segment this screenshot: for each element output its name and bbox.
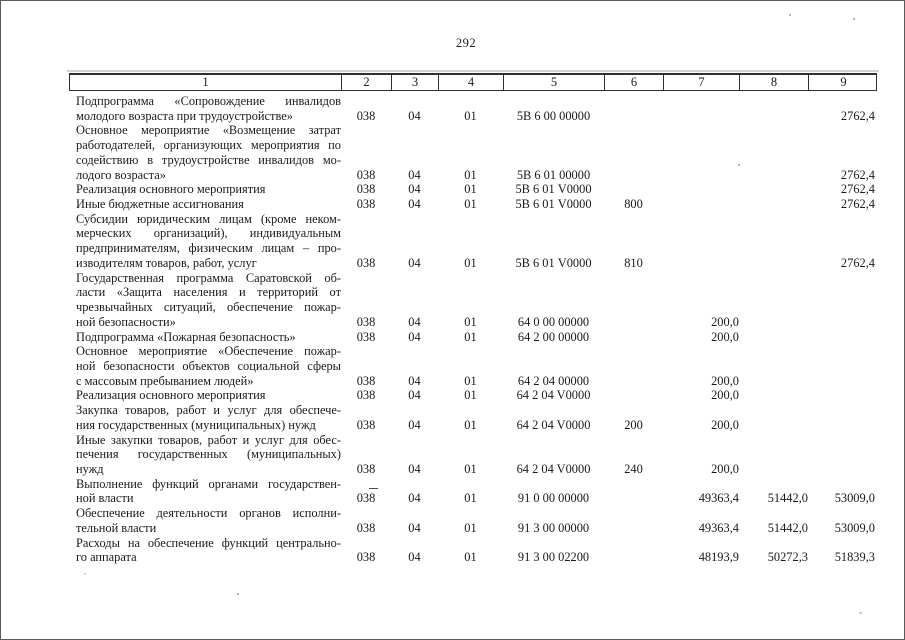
row-title-line: печения государственных (муниципальных) xyxy=(76,447,341,462)
cell-col-4: 01 xyxy=(464,108,477,123)
row-title-line: работодателей, организующих мероприятия по xyxy=(76,138,341,153)
cell-col-9: 2762,4 xyxy=(840,167,875,182)
row-title xyxy=(69,344,341,388)
cell-col-4: 01 xyxy=(464,255,477,270)
scan-speck xyxy=(853,18,855,20)
cell-col-3: 04 xyxy=(408,491,421,506)
cell-col-4: 01 xyxy=(464,417,477,432)
cell-col-5: 5В 6 01 V0000 xyxy=(515,197,592,212)
cell-col-3: 04 xyxy=(408,520,421,535)
cell-col-5: 5В 6 01 V0000 xyxy=(515,255,592,270)
cell-col-9: 2762,4 xyxy=(840,197,875,212)
cell-col-2: 038 xyxy=(356,550,376,565)
cell-col-3: 04 xyxy=(408,329,421,344)
row-title-line: Закупка товаров, работ и услуг для обеспече- xyxy=(76,403,341,418)
cell-col-4: 01 xyxy=(464,182,477,197)
cell-col-3: 04 xyxy=(408,417,421,432)
cell-col-2: 038 xyxy=(356,417,376,432)
cell-col-8: 51442,0 xyxy=(767,491,808,506)
row-title-line: Обеспечение деятельности органов исполни- xyxy=(76,506,341,521)
cell-col-3: 04 xyxy=(408,255,421,270)
cell-col-7: 200,0 xyxy=(711,461,739,476)
scan-speck xyxy=(84,573,86,575)
table-row xyxy=(69,403,877,432)
row-title xyxy=(69,403,341,432)
row-title-line: Основное мероприятие «Возмещение затрат xyxy=(76,123,341,138)
table-row xyxy=(69,94,877,123)
cell-col-3: 04 xyxy=(408,314,421,329)
row-title xyxy=(69,94,341,123)
cell-col-4: 01 xyxy=(464,167,477,182)
scan-smudge xyxy=(67,70,879,72)
scan-speck xyxy=(738,164,740,166)
cell-col-5: 5В 6 00 00000 xyxy=(516,108,591,123)
cell-col-7: 49363,4 xyxy=(698,491,739,506)
header-col-1: 1 xyxy=(70,75,342,90)
cell-col-9: 2762,4 xyxy=(840,108,875,123)
cell-col-5: 64 2 00 00000 xyxy=(517,329,590,344)
table-row xyxy=(69,506,877,535)
row-title xyxy=(69,388,341,403)
header-col-6: 6 xyxy=(605,75,664,90)
table-row xyxy=(69,271,877,330)
cell-col-5: 64 2 04 V0000 xyxy=(516,388,591,403)
cell-col-7: 200,0 xyxy=(711,388,739,403)
cell-col-9: 53009,0 xyxy=(834,491,875,506)
row-title-line: ния государственных (муниципальных) нужд xyxy=(76,417,316,432)
row-title-line: ной безопасности» xyxy=(76,314,176,329)
row-title-line: лодого возраста» xyxy=(76,167,166,182)
cell-col-3: 04 xyxy=(408,388,421,403)
scan-speck xyxy=(859,612,862,614)
cell-col-2: 038 xyxy=(356,461,376,476)
table-row xyxy=(69,182,877,197)
row-title-line: нужд xyxy=(76,461,104,476)
cell-col-2: 038 xyxy=(356,108,376,123)
cell-col-4: 01 xyxy=(464,388,477,403)
cell-col-2: 038 xyxy=(356,314,376,329)
row-title xyxy=(69,433,341,477)
cell-col-5: 91 3 00 02200 xyxy=(517,550,590,565)
cell-col-4: 01 xyxy=(464,373,477,388)
row-title-line: Основное мероприятие «Обеспечение пожар- xyxy=(76,344,341,359)
header-col-9: 9 xyxy=(840,75,847,89)
scan-speck xyxy=(237,593,239,595)
cell-col-5: 64 2 04 V0000 xyxy=(516,417,591,432)
cell-col-2: 038 xyxy=(356,197,376,212)
scan-speck xyxy=(789,14,791,16)
cell-col-6: 810 xyxy=(624,255,643,270)
row-title xyxy=(69,197,341,212)
cell-col-4: 01 xyxy=(464,550,477,565)
cell-col-5: 64 0 00 00000 xyxy=(517,314,590,329)
row-title-line: Иные бюджетные ассигнования xyxy=(76,197,244,212)
cell-col-2: 038 xyxy=(356,373,376,388)
cell-col-2: 038 xyxy=(356,182,376,197)
row-title xyxy=(69,212,341,271)
row-title xyxy=(69,506,341,535)
cell-col-5: 64 2 04 00000 xyxy=(517,373,590,388)
header-col-2: 2 xyxy=(342,75,392,90)
row-title xyxy=(69,477,341,506)
row-title-line: мерческих организаций), индивидуальным xyxy=(76,226,341,241)
row-title xyxy=(69,182,341,197)
cell-col-5: 91 0 00 00000 xyxy=(517,491,590,506)
row-title-line: Иные закупки товаров, работ и услуг для обес- xyxy=(76,432,341,447)
cell-col-8: 51442,0 xyxy=(767,520,808,535)
cell-col-2: 038 xyxy=(356,329,376,344)
row-title-line: го аппарата xyxy=(76,550,137,565)
row-title xyxy=(69,330,341,345)
cell-col-5: 5В 6 01 V0000 xyxy=(515,182,592,197)
row-title-line: предпринимателям, физическим лицам – про- xyxy=(76,241,341,256)
page-number: 292 xyxy=(455,36,477,50)
cell-col-3: 04 xyxy=(408,550,421,565)
row-title-line: чрезвычайных ситуаций, обеспечение пожар- xyxy=(76,300,341,315)
cell-col-9: 51839,3 xyxy=(834,550,875,565)
row-title-line: Реализация основного мероприятия xyxy=(76,182,266,197)
table-row xyxy=(69,536,877,565)
table-row xyxy=(69,197,877,212)
budget-table xyxy=(69,73,877,565)
table-header-row xyxy=(69,73,877,91)
table-body xyxy=(69,94,877,565)
cell-col-4: 01 xyxy=(464,197,477,212)
cell-col-5: 64 2 04 V0000 xyxy=(516,461,591,476)
cell-col-2: 038 xyxy=(356,388,376,403)
row-title-line: Подпрограмма «Сопровождение инвалидов xyxy=(76,94,341,108)
table-row xyxy=(69,477,877,506)
header-col-5: 5 xyxy=(504,75,605,90)
cell-col-6: 200 xyxy=(624,417,643,432)
row-title xyxy=(69,123,341,182)
cell-col-6: 240 xyxy=(624,461,643,476)
row-title-line: тельной власти xyxy=(76,520,157,535)
cell-col-6: 800 xyxy=(624,197,643,212)
row-title xyxy=(69,271,341,330)
row-title-line: ласти «Защита населения и территорий от xyxy=(76,285,341,300)
row-title-line: изводителям товаров, работ, услуг xyxy=(76,255,257,270)
cell-col-4: 01 xyxy=(464,329,477,344)
cell-col-8: 50272,3 xyxy=(767,550,808,565)
row-title-line: ной безопасности объектов социальной сферы xyxy=(76,358,341,373)
cell-col-3: 04 xyxy=(408,373,421,388)
header-col-3: 3 xyxy=(392,75,439,90)
cell-col-2: 038 xyxy=(356,255,376,270)
cell-col-3: 04 xyxy=(408,182,421,197)
cell-col-2: 038 xyxy=(356,491,376,506)
row-title xyxy=(69,536,341,565)
row-title-line: Расходы на обеспечение функций центрально- xyxy=(76,535,341,550)
scan-artifact-overline xyxy=(369,488,378,489)
row-title-line: ной власти xyxy=(76,491,134,506)
cell-col-5: 91 3 00 00000 xyxy=(517,520,590,535)
cell-col-4: 01 xyxy=(464,314,477,329)
cell-col-9: 53009,0 xyxy=(834,520,875,535)
cell-col-7: 200,0 xyxy=(711,314,739,329)
header-col-8: 8 xyxy=(740,75,809,90)
cell-col-3: 04 xyxy=(408,167,421,182)
header-col-4: 4 xyxy=(439,75,504,90)
cell-col-4: 01 xyxy=(464,520,477,535)
cell-col-5: 5В 6 01 00000 xyxy=(516,167,591,182)
row-title-line: с массовым пребыванием людей» xyxy=(76,373,254,388)
header-col-7: 7 xyxy=(664,75,740,90)
row-title-line: Реализация основного мероприятия xyxy=(76,388,266,403)
table-row xyxy=(69,433,877,477)
table-row xyxy=(69,123,877,182)
cell-col-7: 200,0 xyxy=(711,373,739,388)
row-title-line: молодого возраста при трудоустройстве» xyxy=(76,108,293,123)
cell-col-7: 49363,4 xyxy=(698,520,739,535)
cell-col-3: 04 xyxy=(408,461,421,476)
row-title-line: Подпрограмма «Пожарная безопасность» xyxy=(76,329,296,344)
cell-col-2: 038 xyxy=(356,167,376,182)
table-row xyxy=(69,330,877,345)
cell-col-4: 01 xyxy=(464,491,477,506)
cell-col-9: 2762,4 xyxy=(840,182,875,197)
row-title-line: Выполнение функций органами государствен- xyxy=(76,476,341,491)
cell-col-7: 48193,9 xyxy=(698,550,739,565)
table-row xyxy=(69,344,877,388)
table-row xyxy=(69,212,877,271)
cell-col-2: 038 xyxy=(356,520,376,535)
cell-col-9: 2762,4 xyxy=(840,255,875,270)
row-title-line: содействию в трудоустройстве инвалидов мо- xyxy=(76,152,341,167)
cell-col-3: 04 xyxy=(408,108,421,123)
table-row xyxy=(69,388,877,403)
row-title-line: Государственная программа Саратовской об- xyxy=(76,270,341,285)
cell-col-4: 01 xyxy=(464,461,477,476)
row-title-line: Субсидии юридическим лицам (кроме неком- xyxy=(76,211,341,226)
cell-col-3: 04 xyxy=(408,197,421,212)
cell-col-7: 200,0 xyxy=(711,329,739,344)
cell-col-7: 200,0 xyxy=(711,417,739,432)
